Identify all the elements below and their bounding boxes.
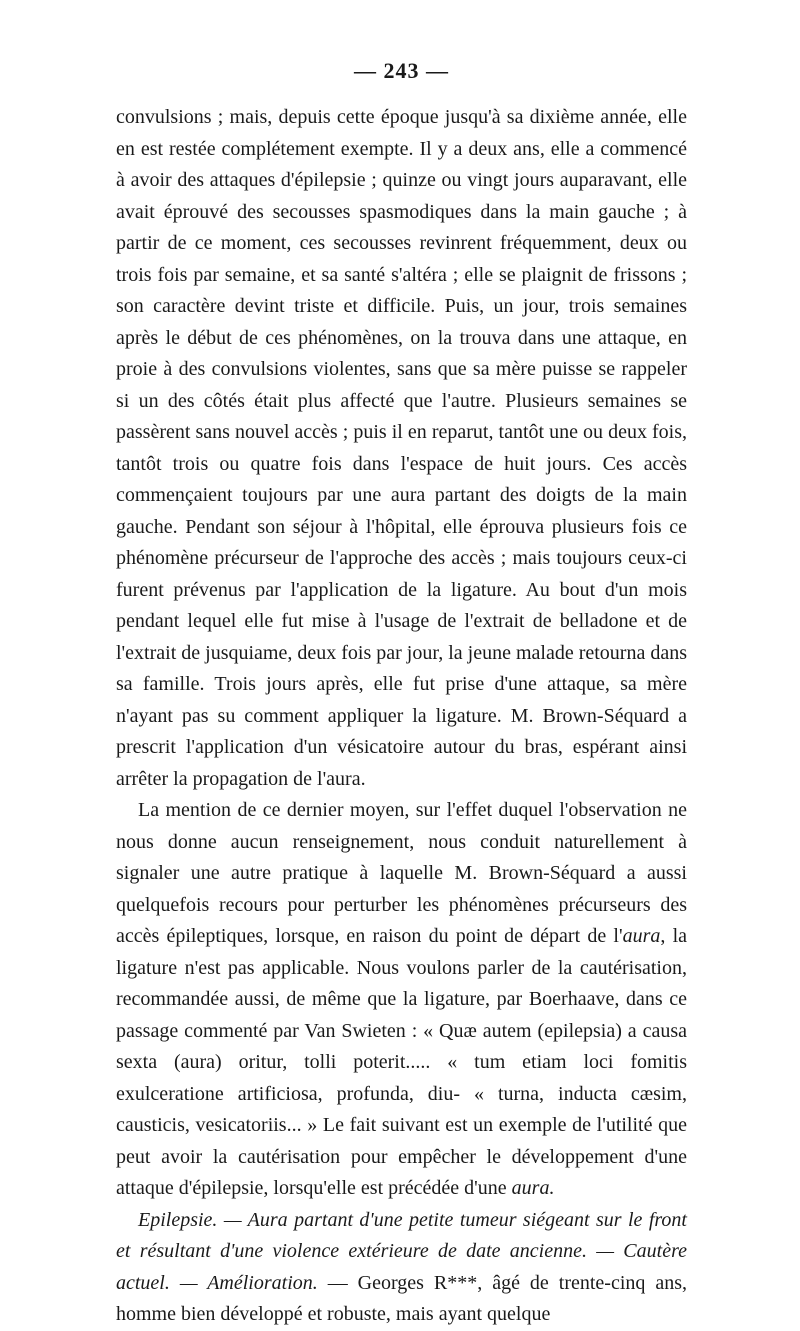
paragraph-text: , la ligature n'est pas applicable. Nous voulons parler de la cautérisation, recommandée aussi, de même que la ligature, par Boerhaave, dans ce passage commenté par Van Swieten : « Quæ autem (epilepsia) a causa sexta (aura) oritur, tolli poterit..... « tum etiam loci fomitis exulceratione artificiosa, profunda, diu- « turna, inducta cæsim, causticis, vesicatoriis... » Le fait suivant est un exemple de l'utilité que peut avoir la cautérisation pour empêcher le développement d'une attaque d'épilepsie, lorsqu'elle est précédée d'une [116, 925, 688, 1199]
page-number: — 243 — [354, 58, 449, 83]
body-text [116, 102, 687, 1331]
paragraph-text: convulsions ; mais, depuis cette époque jusqu'à sa dixième année, elle en est restée complétement exempte. Il y a deux ans, elle a commencé à avoir des attaques d'épilepsie ; quinze ou vingt jours auparavant, elle avait éprouvé des secousses spasmodiques dans la main gauche ; à partir de ce moment, ces secousses revinrent fréquemment, deux ou trois fois par semaine, et sa santé s'altéra ; elle se plaignit de frissons ; son caractère devint triste et difficile. Puis, un jour, trois semaines après le début de ces phénomènes, on la trouva dans une attaque, en proie à des convulsions violentes, sans que sa mère puisse se rappeler si un des côtés était plus affecté que l'autre. Plusieurs semaines se passèrent sans nouvel accès ; puis il en reparut, tantôt une ou deux fois, tantôt trois ou quatre fois dans l'espace de huit jours. Ces accès commençaient toujours par une aura partant des doigts de la main gauche. Pendant son séjour à l'hôpital, elle éprouva plusieurs fois ce phénomène précurseur de l'approche des accès ; mais toujours ceux-ci furent prévenus par l'application de la ligature. Au bout d'un mois pendant lequel elle fut mise à l'usage de l'extrait de belladone et de l'extrait de jusquiame, deux fois par jour, la jeune malade retourna dans sa famille. Trois jours après, elle fut prise d'une attaque, sa mère n'ayant pas su comment appliquer la ligature. M. Brown-Séquard a prescrit l'application d'un vésicatoire autour du bras, espérant ainsi arrêter la propagation de l'aura. [116, 106, 687, 790]
italic-text: aura [622, 925, 661, 947]
italic-text: aura. [511, 1177, 555, 1199]
paragraph [116, 1205, 687, 1331]
paragraph [116, 795, 687, 1205]
paragraph-text: La mention de ce dernier moyen, sur l'effet duquel l'observation ne nous donne aucun renseignement, nous conduit naturellement à signaler une autre pratique à laquelle M. Brown-Séquard a aussi quelquefois recours pour perturber les phénomènes précurseurs des accès épileptiques, lorsque, en raison du point de départ de l' [116, 799, 687, 947]
italic-text: Epilepsie. — Aura partant d'une petite tumeur siégeant sur le front et résultant d'une violence extérieure de date ancienne. — Cautère actuel. — Amélioration. [116, 1208, 687, 1294]
paragraph [116, 102, 687, 795]
paragraph-text: — Georges R***, âgé de trente-cinq ans, homme bien développé et robuste, mais ayant quelque [116, 1271, 688, 1325]
